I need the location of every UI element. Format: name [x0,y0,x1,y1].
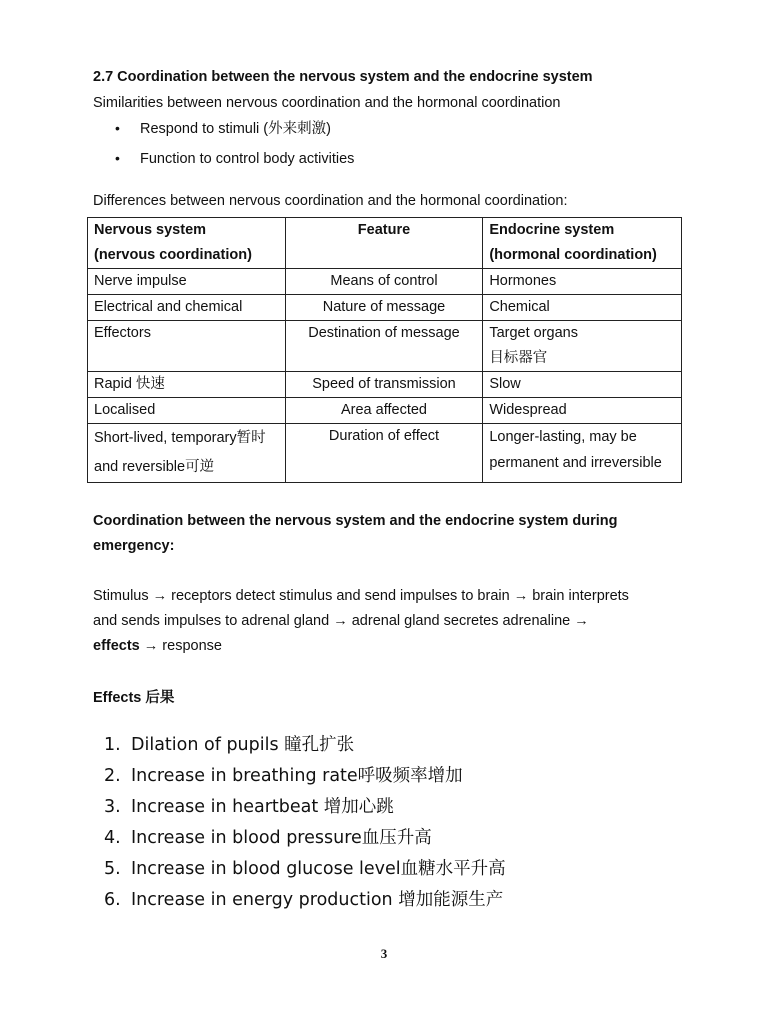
list-item-number: 2. [104,766,121,786]
header-endocrine-line1: Endocrine system [489,222,615,238]
cell-feature: Destination of message [285,321,483,372]
list-item-number: 4. [104,828,121,848]
cell-endocrine [483,321,682,372]
cell-endocrine: Widespread [483,398,682,424]
effects-list [104,730,506,916]
pathway-effects-word: effects [93,638,140,654]
similarity-item: Function to control body activities [140,151,355,167]
cell-endocrine-line2: permanent and irreversible [489,455,662,471]
table-header-row [88,218,682,269]
page-number: 3 [380,946,388,961]
header-endocrine [483,218,682,269]
cell-feature: Duration of effect [285,424,483,483]
cell-nervous: Rapid 快速 [88,372,286,398]
list-item [104,854,506,885]
header-nervous [88,218,286,269]
cell-nervous [88,424,286,483]
pathway-line3-rest: → response [139,638,222,654]
list-item [104,730,506,761]
header-feature: Feature [285,218,483,269]
cell-nervous: Effectors [88,321,286,372]
cell-endocrine [483,424,682,483]
table-row [88,295,682,321]
table-row [88,269,682,295]
cell-nervous: Localised [88,398,286,424]
section-title: 2.7 Coordination between the nervous system and the endocrine system [93,69,593,85]
table-row [88,321,682,372]
similarity-item: Respond to stimuli (外来刺激) [140,121,331,137]
cell-endocrine-line1: Target organs [489,325,578,341]
list-item-number: 1. [104,735,121,755]
emergency-title-line1: Coordination between the nervous system and the endocrine system during [93,513,618,529]
header-nervous-line1: Nervous system [94,222,207,238]
bullet-icon: • [115,150,120,166]
effects-title: Effects 后果 [93,690,175,706]
cell-endocrine: Chemical [483,295,682,321]
list-item [104,823,506,854]
table-row [88,372,682,398]
differences-intro: Differences between nervous coordination and the hormonal coordination: [93,193,568,209]
list-item-text: Increase in heartbeat 增加心跳 [131,797,394,817]
pathway-line2: and sends impulses to adrenal gland → adrenal gland secretes adrenaline → [93,613,589,629]
cell-nervous: Electrical and chemical [88,295,286,321]
list-item-number: 6. [104,890,121,910]
cell-endocrine: Hormones [483,269,682,295]
list-item-text: Increase in breathing rate呼吸频率增加 [131,766,463,786]
header-nervous-line2: (nervous coordination) [94,247,252,263]
pathway-line1: Stimulus → receptors detect stimulus and send impulses to brain → brain interprets [93,588,629,604]
table-row [88,398,682,424]
cell-feature: Nature of message [285,295,483,321]
cell-nervous-line1: Short-lived, temporary暂时 [94,430,266,446]
cell-nervous: Nerve impulse [88,269,286,295]
table-row [88,424,682,483]
header-endocrine-line2: (hormonal coordination) [489,247,657,263]
emergency-title-line2: emergency: [93,538,175,554]
cell-feature: Means of control [285,269,483,295]
list-item-number: 3. [104,797,121,817]
bullet-icon: • [115,120,120,136]
list-item [104,792,506,823]
list-item-text: Increase in blood pressure血压升高 [131,828,432,848]
cell-nervous-line2: and reversible可逆 [94,459,215,475]
similarities-intro: Similarities between nervous coordination and the hormonal coordination [93,95,561,111]
differences-table [87,217,682,483]
list-item-text: Increase in blood glucose level血糖水平升高 [131,859,506,879]
list-item-text: Dilation of pupils 瞳孔扩张 [131,735,355,755]
list-item [104,885,506,916]
cell-endocrine-line1: Longer-lasting, may be [489,429,637,445]
list-item-number: 5. [104,859,121,879]
cell-endocrine: Slow [483,372,682,398]
cell-endocrine-line2: 目标器官 [489,350,548,366]
list-item [104,761,506,792]
cell-feature: Area affected [285,398,483,424]
list-item-text: Increase in energy production 增加能源生产 [131,890,504,910]
cell-feature: Speed of transmission [285,372,483,398]
pathway-line3 [93,636,222,656]
